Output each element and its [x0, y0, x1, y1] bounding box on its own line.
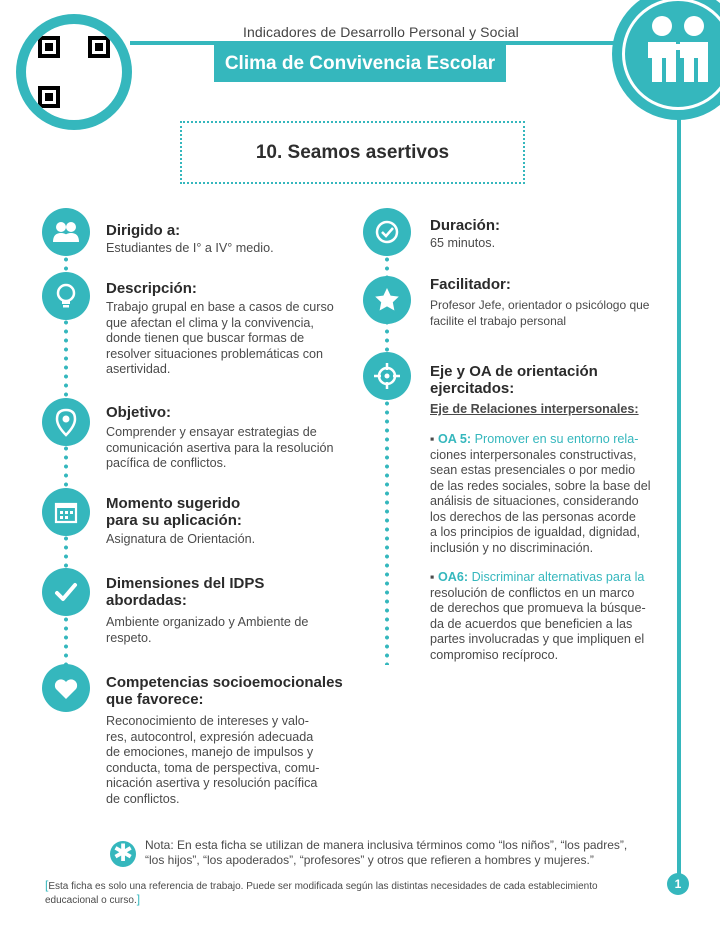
dimensiones-text: Ambiente organizado y Ambiente de respeto. — [106, 615, 309, 645]
right-border-line — [677, 110, 681, 880]
asterisk-icon: ✱ — [110, 841, 136, 867]
duracion-title: Duración: — [430, 217, 501, 234]
competencias-title: Competencias socioemocionales que favorece: — [106, 674, 343, 708]
competencias-text: Reconocimiento de intereses y valo- res, autocontrol, expresión adecuada de emociones, manejo de impulsos y conducta, toma de perspectiva, comu- nicación asertiva y resolución pacífica de conflictos. — [106, 714, 320, 806]
header-title: Clima de Convivencia Escolar — [214, 45, 506, 82]
users-icon — [42, 208, 90, 256]
dirigido-text: Estudiantes de I° a IV° medio. — [106, 241, 274, 255]
facilitador-title: Facilitador: — [430, 276, 511, 293]
heart-icon — [42, 664, 90, 712]
header-subtitle: Indicadores de Desarrollo Personal y Social — [243, 24, 519, 40]
calendar-icon — [42, 488, 90, 536]
momento-text: Asignatura de Orientación. — [106, 532, 256, 546]
oa5-text: ▪ OA 5: Promover en su entorno rela- ciones interpersonales constructivas, sean estas presenciales o por medio de las redes sociales, sobre la base del análisis de situaciones, considerando los derechos de las personas acorde a los principios de igualdad, dignidad, inclusión y no discriminación. — [430, 432, 651, 555]
descripcion-text: Trabajo grupal en base a casos de curso que afectan el clima y la convivencia, donde tienen que buscar formas de resolver situaciones problemáticas con asertividad. — [106, 300, 334, 376]
clock-icon — [363, 208, 411, 256]
lightbulb-icon — [42, 272, 90, 320]
momento-title: Momento sugerido para su aplicación: — [106, 495, 242, 529]
eje-title: Eje y OA de orientación ejercitados: — [430, 363, 598, 397]
oa6-text: ▪ OA6: Discriminar alternativas para la resolución de conflictos en un marco de derechos que promueva la búsque- da de acuerdos que beneficien a las partes involucradas y que impliquen el compromiso recíproco. — [430, 570, 646, 662]
eje-subheading: Eje de Relaciones interpersonales: — [430, 402, 639, 416]
target-icon — [363, 352, 411, 400]
checkmark-icon — [42, 568, 90, 616]
left-timeline — [64, 255, 68, 695]
page-number: 1 — [667, 873, 689, 895]
people-icon — [636, 12, 720, 82]
duracion-text: 65 minutos. — [430, 236, 496, 250]
dimensiones-title: Dimensiones del IDPS abordadas: — [106, 575, 265, 609]
page-title: 10. Seamos asertivos — [180, 121, 525, 184]
qr-code[interactable] — [26, 24, 122, 120]
facilitador-text: Profesor Jefe, orientador o psicólogo que facilite el trabajo personal — [430, 298, 650, 328]
dirigido-title: Dirigido a: — [106, 222, 181, 239]
location-pin-icon — [42, 398, 90, 446]
star-icon — [363, 276, 411, 324]
note-text: Nota: En esta ficha se utilizan de manera inclusiva términos como “los niños”, “los padres”, “los hijos”, “los apoderados”, “profesores” y otros que refieren a hombres y mujeres.” — [145, 838, 628, 867]
objetivo-title: Objetivo: — [106, 404, 172, 421]
footer-disclaimer: [Esta ficha es solo una referencia de trabajo. Puede ser modificada según las distintas necesidades de cada establecimiento educacional o curso.] — [45, 878, 598, 906]
descripcion-title: Descripción: — [106, 280, 197, 297]
objetivo-text: Comprender y ensayar estrategias de comunicación asertiva para la resolución pacífica de conflictos. — [106, 425, 334, 470]
